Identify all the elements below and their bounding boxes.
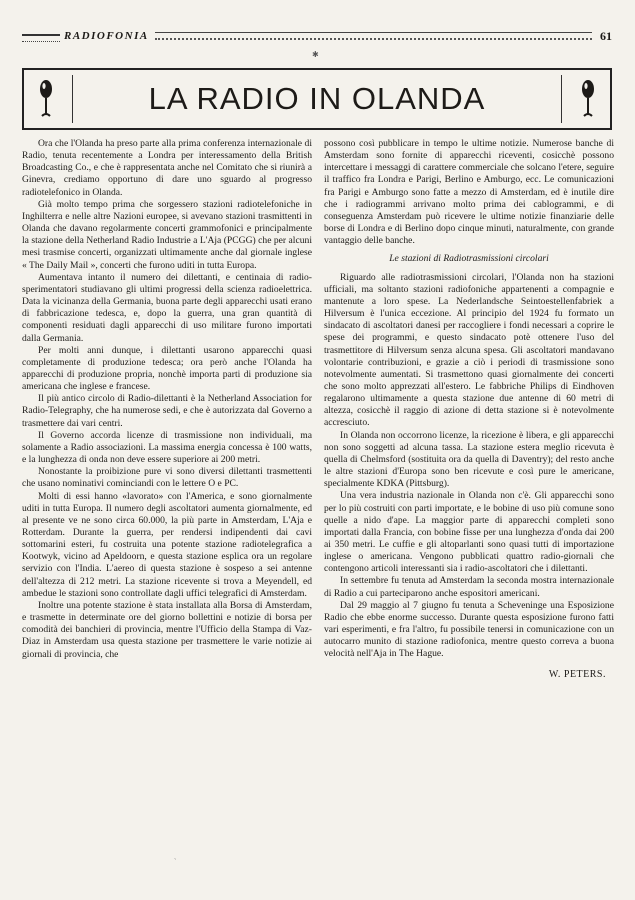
paragraph: Il Governo accorda licenze di trasmissione non individuali, ma solamente a Radio associazioni. La massima energia concessa è 100 watts, e la lunghezza di onda non deve essere superiore ai 200 metri. (22, 429, 312, 466)
title-frame (72, 75, 562, 123)
paragraph: Aumentava intanto il numero dei dilettanti, e centinaia di radio-sperimentatori studiavano gli ultimi progressi della scienza radioelettrica. Data la vicinanza della Germania, buona parte degli apparecchi usati erano di fabbricazione tedesca, e, dopo la guerra, una gran quantità di componenti residuati dagli apparecchi di uso militare furono importati dalla Germania. (22, 271, 312, 344)
paragraph: Nonostante la proibizione pure vi sono diversi dilettanti trasmettenti che usano nominativi cominciandi con le lettere O e PC. (22, 466, 312, 490)
paragraph: Il più antico circolo di Radio-dilettanti è la Netherland Association for Radio-Telegraphy, che ha numerose sedi, e che è autorizzata dal Governo a trasmettere dai vari centri. (22, 393, 312, 429)
paragraph-continued: possono così pubblicare in tempo le ultime notizie. Numerose banche di Amsterdam sono fornite di apparecchi riceventi, cosicchè possono intercettare i messaggi di carattere commerciale che solcano l'etere, seguire il traffico fra Londra e Parigi, Berlino e Amburgo, ecc. Le comunicazioni fra Parigi e Amburgo sono fatte a mezzo di Amsterdam, ed è inutile dire che i radiogrammi arrivano molto prima dei cablogrammi, e di conseguenza Amsterdam può ricevere le ultime notizie finanziarie delle borse di Londra e di Berlino dopo cinque minuti, naturalmente, con grande vantaggio delle banche. (324, 138, 614, 247)
magazine-name: RADIOFONIA (64, 30, 149, 42)
author-signature: W. PETERS. (548, 668, 606, 680)
paragraph: Inoltre una potente stazione è stata installata alla Borsa di Amsterdam, e trasmette in determinate ore del giorno bollettini e notizie di borsa per comodità dei banchieri di provincia, mentre l'Ufficio della Stampa di Vaz-Diaz in Amsterdam usa questa stazione per trasmettere le varie notizie ai giornali di provincia, che (22, 599, 312, 660)
header-dotted-rule (155, 32, 592, 40)
paragraph: Già molto tempo prima che sorgessero stazioni radiotelefoniche in Inghilterra e nelle altre Nazioni europee, si avevano stazioni trasmittenti in Olanda che davano regolarmente concerti grammofonici e principalmente la stazione della Netherland Radio Industrie a L'Aja (PCGG) che per alcuni mesi trasmise concerti, organizzati ultimamente anche dal giornale inglese « The Daily Mail », concerti che furono uditi in tutta Europa. (22, 198, 312, 271)
title-box (22, 68, 612, 130)
microphone-icon (36, 78, 56, 120)
running-head (22, 27, 614, 45)
print-mark: ˎ (174, 852, 177, 860)
page-number: 61 (600, 28, 612, 43)
paragraph: In settembre fu tenuta ad Amsterdam la seconda mostra internazionale di Radio a cui parteciparono anche espositori americani. (324, 575, 614, 599)
paragraph: Una vera industria nazionale in Olanda non c'è. Gli apparecchi sono per lo più costruiti con parti importate, e le bobine di uso più comune sono quelle a nido d'ape. La maggior parte di apparecchi completi sono importati dalla Francia, con bobine fisse per una lunghezza d'onda dai 200 ai 350 metri. Le cuffie e gli altoparlanti sono quasi tutti di importazione inglese o americana. Vengono pubblicati quattro radio-giornali che contengono articoli interessanti sia i radio-ascoltatori che i dilettanti. (324, 490, 614, 575)
left-column (22, 138, 312, 661)
paragraph: Ora che l'Olanda ha preso parte alla prima conferenza internazionale di Radio, tenuta recentemente a Londra per interessamento della British Broadcasting Co., e che è rappresentata anche nel Comitato che si riunirà a Ginevra, crediamo opportuno di dare uno sguardo al progresso radiotelefonico in Olanda. (22, 138, 312, 198)
paragraph: Molti di essi hanno «lavorato» con l'America, e sono giornalmente uditi in tutta Europa. Il numero degli ascoltatori aumenta giornalmente, ed al presente ve ne sono circa 60.000, la più parte in Amsterdam, L'Aja e Rotterdam. Durante la guerra, per rendersi indipendenti dai cavi sottomarini esteri, fu costruita una potente stazione radiotelegrafica a Kootwyk, vicino ad Apeldoorn, e questa stazione esplica ora un regolare servizio con l'India. L'aereo di questa stazione è sospeso a sei antenne dell'altezza di 212 metri. La stazione ricevente si trova a Meyendell, ed ambedue le stazioni sono controllate dagli uffici telegrafici di Amsterdam. (22, 490, 312, 599)
section-subheading: Le stazioni di Radiotrasmissioni circolari (389, 253, 549, 265)
paragraph: Dal 29 maggio al 7 giugno fu tenuta a Scheveninge una Esposizione Radio che ebbe enorme successo. Durante questa esposizione furono fatti vari esperimenti, e fra l'altro, fu possibile tenersi in comunicazione con un autocarro munito di stazione radiofonica, mentre questo correva a buona velocità nell'Aja in The Hague. (324, 599, 614, 660)
paragraph: In Olanda non occorrono licenze, la ricezione è libera, e gli apparecchi non sono soggetti ad alcuna tassa. La stazione estera meglio ricevuta è quella di Chelmsford (sostituita ora da quella di Daventry); del resto anche le altre stazioni d'Europa sono ben ricevute e così pure le americane, specialmente KDKA (Pittsburg). (324, 429, 614, 490)
right-column (324, 138, 614, 681)
article-title: LA RADIO IN OLANDA (148, 81, 486, 116)
article-body (22, 138, 614, 858)
paragraph: Per molti anni dunque, i dilettanti usarono apparecchi quasi completamente di produzione tedesca; ora però anche l'Olanda ha apparecchi di produzione propria, nonchè importa parti di produzione sia americana che inglese e francese. (22, 344, 312, 393)
paragraph: Riguardo alle radiotrasmissioni circolari, l'Olanda non ha stazioni ufficiali, ma soltanto stazioni radiofoniche appartenenti a compagnie e mantenute a loro spese. La Nederlandsche Seintoestellenfabriek a Hilversum è l'unica eccezione. Al principio del 1924 fu formato un sindacato di ascoltatori danesi per raccogliere i fondi necessari a coprire le spese dei programmi, e questo sindacato potè ottenere l'uso del trasmettitore di Hilversum senza alcuna spesa. Gli ascoltatori mandavano volontarie contribuzioni, e grazie a ciò i periodi di trasmissione sono notevolmente aumentati. Si trasmettono quasi giornalmente dei concerti che sono molto apprezzati all'estero. Le fabbriche Philips di Eindhoven regalarono ultimamente a questa stazione due antenne di 60 metri di altezza, cosicchè il raggio di azione di detta stazione si è notevolmente accresciuto. (324, 271, 614, 429)
microphone-icon (578, 78, 598, 120)
header-ornament (22, 34, 60, 42)
ornament-star-icon: ✱ (312, 50, 319, 59)
